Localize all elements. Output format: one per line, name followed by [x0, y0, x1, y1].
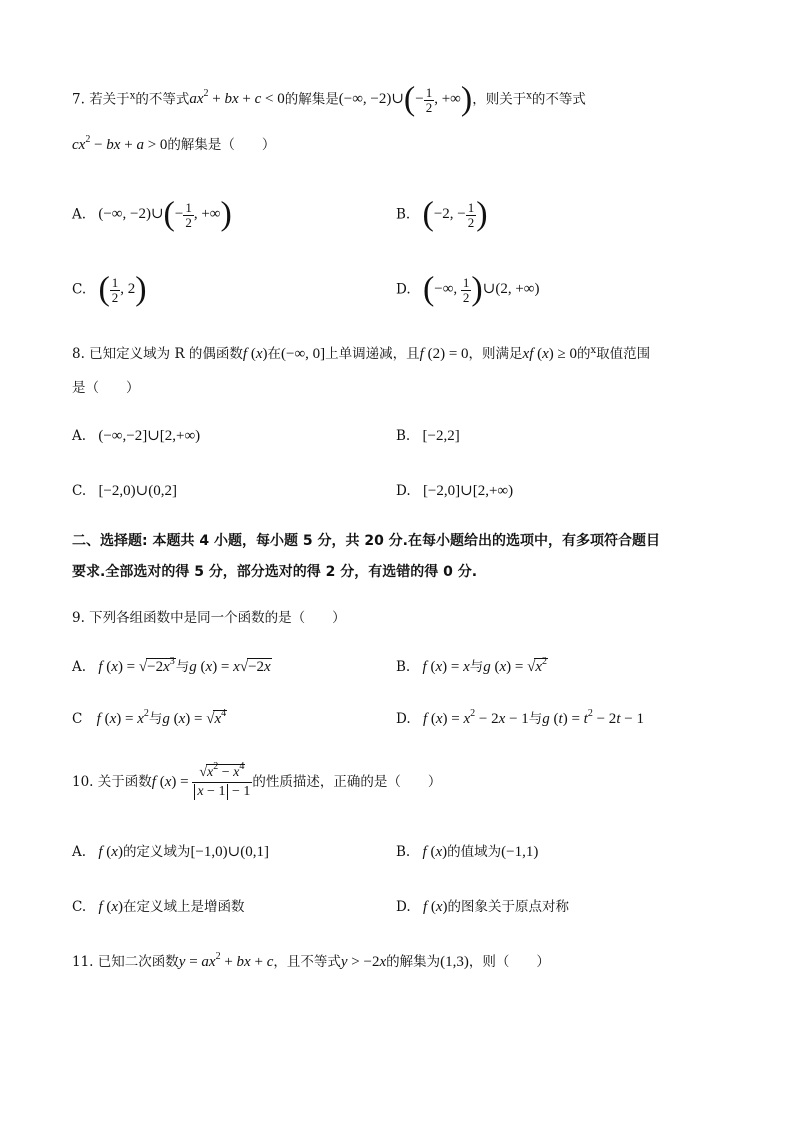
q7-line1	[72, 83, 586, 117]
option-label: A.	[72, 844, 87, 860]
q7-inequality2: $cx^2$ − bx + a > 0	[72, 134, 168, 153]
q8-var: x	[590, 345, 597, 356]
q7-var: x	[129, 90, 136, 102]
option-value: [−2,0)∪(0,2]	[98, 483, 177, 499]
q7-inequality: $ax^2$ + bx + c < 0	[189, 88, 285, 108]
q11-set: (1,3)	[440, 954, 469, 970]
option-label: D.	[396, 899, 411, 915]
option-value: (−∞,−2]∪[2,+∞)	[98, 428, 201, 444]
option-label: B.	[396, 844, 411, 860]
q11-ineq: y > −2x	[340, 954, 387, 970]
q8-option-d[interactable]	[396, 482, 513, 500]
option-value2: g (x) = x√−2x	[189, 659, 271, 675]
option-yu: 与	[528, 711, 543, 727]
option-func: f (x)	[98, 899, 124, 915]
option-value: f $(x) = x^2 - 2x - 1$	[422, 708, 529, 727]
q7-stem-end: 的解集是（ ）	[167, 137, 276, 153]
option-text: 的图象关于原点对称	[447, 899, 570, 915]
q8-text4: 的	[577, 346, 591, 362]
option-text: 的定义域为	[122, 844, 191, 860]
option-value: f (x) = x	[422, 659, 470, 675]
q8-ineq: xf (x) ≥ 0	[522, 346, 578, 362]
option-label: D.	[396, 711, 411, 727]
q9-option-a[interactable]	[72, 658, 272, 676]
q8-text5: 取值范围	[596, 346, 651, 362]
section-heading-line2: 要求.全部选对的得 5 分，部分选对的得 2 分，有选错的得 0 分.	[72, 564, 478, 580]
option-label: A.	[72, 206, 87, 223]
option-func: f (x)	[422, 899, 448, 915]
option-value: f $(x) = √-2x^3$	[98, 656, 175, 675]
q7-text: 若关于	[89, 91, 130, 108]
q11-tail: ，则（ ）	[468, 954, 550, 970]
option-label: C.	[72, 899, 87, 915]
q7-option-a[interactable]	[72, 198, 232, 232]
option-value: [−2,0]∪[2,+∞)	[422, 483, 514, 499]
option-label: C.	[72, 281, 87, 298]
option-value: f $(x) = x^2$	[96, 708, 149, 727]
q11-number: 11. 已知二次函数	[72, 954, 179, 970]
q7-text4: ，则关于	[472, 91, 527, 108]
option-label: B.	[396, 428, 411, 444]
q11-func: $y = ax^2$ + bx + c	[178, 951, 274, 970]
section-heading-line1: 二、选择题: 本题共 4 小题，每小题 5 分，共 20 分.在每小题给出的选项中，有多项符合题目	[72, 533, 660, 549]
option-yu: 与	[469, 659, 484, 675]
option-text: 在定义域上是增函数	[123, 899, 245, 915]
q8-line2: 是（ ）	[72, 380, 140, 396]
q9-option-b[interactable]	[396, 658, 548, 676]
q8-text2: 上单调递减，且	[325, 346, 420, 362]
option-value: (−∞, −2)∪(− $\frac{1}{2}$ , +∞)	[98, 196, 232, 233]
option-yu: 与	[148, 711, 163, 727]
option-label: C	[72, 711, 83, 727]
option-label: D.	[396, 281, 411, 298]
option-value: [−1,0)∪(0,1]	[190, 844, 269, 860]
q8-f2: f (2) = 0	[419, 346, 469, 362]
option-value: (−1,1)	[501, 844, 539, 860]
option-value2: g $(x) = √x^2$	[483, 656, 548, 675]
q9-stem: 9. 下列各组函数中是同一个函数的是（ ）	[72, 610, 346, 626]
q8-option-a[interactable]	[72, 427, 200, 445]
q10-option-d[interactable]	[396, 898, 569, 916]
q7-text2: 的不等式	[135, 91, 190, 108]
option-label: A.	[72, 428, 87, 444]
option-label: B.	[396, 206, 411, 223]
option-value: (−2, − $\frac{1}{2}$ )	[422, 196, 488, 233]
q10-option-b[interactable]	[396, 843, 538, 861]
option-func: f (x)	[422, 844, 448, 860]
q9-option-c[interactable]	[72, 710, 227, 728]
q8-option-c[interactable]	[72, 482, 177, 500]
q10-number: 10. 关于函数	[72, 773, 152, 790]
option-label: C.	[72, 483, 87, 499]
q7-var2: x	[526, 90, 532, 102]
q11-text2: 的解集为	[386, 954, 441, 970]
q7-text3: 的解集是	[284, 91, 339, 108]
q10-option-c[interactable]	[72, 898, 245, 916]
q11-text: ，且不等式	[273, 954, 341, 970]
q11-stem	[72, 953, 550, 971]
option-label: A.	[72, 659, 87, 675]
option-label: D.	[396, 483, 411, 499]
q7-option-d[interactable]	[396, 273, 539, 307]
q8-stem: 8. 已知定义域为 R 的偶函数	[72, 346, 243, 362]
option-value2: g $(x) = √x^4$	[162, 708, 227, 727]
q10-func: f (x) = $\frac{√x^2 - x^4}{x - 1 - 1}$	[151, 761, 251, 799]
q8-text3: ，则满足	[468, 346, 523, 362]
q8-func: f (x)	[242, 346, 268, 362]
q7-option-b[interactable]	[396, 198, 488, 232]
q7-solution-set: (−∞, −2)∪(− $\frac{1}{2}$ , +∞)	[338, 81, 473, 118]
option-value2: g $(t) = t^2 - 2t - 1$	[542, 708, 644, 727]
q7-number: 7.	[72, 91, 85, 108]
option-yu: 与	[175, 659, 190, 675]
q7-option-c[interactable]	[72, 273, 147, 307]
option-value: (−∞, $\frac{1}{2}$ )∪(2, +∞)	[422, 271, 540, 308]
q7-line2	[72, 136, 275, 154]
option-func: f (x)	[98, 844, 123, 860]
q9-option-d[interactable]	[396, 710, 644, 728]
q10-stem	[72, 761, 442, 801]
q10-tail: 的性质描述，正确的是（ ）	[252, 773, 442, 790]
q7-text5: 的不等式	[531, 91, 586, 108]
option-label: B.	[396, 659, 411, 675]
q8-text: 在	[267, 346, 282, 362]
option-value: ( $\frac{1}{2}$ , 2)	[98, 271, 147, 308]
q8-option-b[interactable]	[396, 427, 460, 445]
option-value: [−2,2]	[422, 428, 460, 444]
option-text: 的值域为	[447, 844, 502, 860]
q10-option-a[interactable]	[72, 843, 269, 861]
q8-interval: (−∞, 0]	[281, 346, 326, 362]
q8-line1	[72, 342, 650, 363]
